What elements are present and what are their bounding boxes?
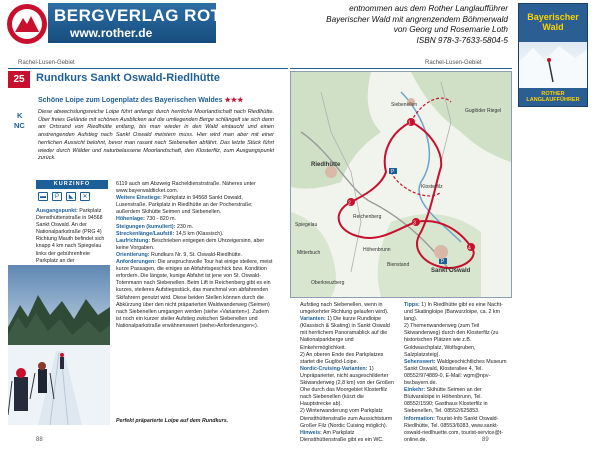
book-info (268, 4, 508, 46)
info-heading: Information: (404, 415, 435, 422)
info-paragraph (116, 238, 274, 252)
map-label: Mitterbuch (297, 250, 321, 256)
info-paragraph (116, 224, 274, 231)
info-heading: Anforderungen: (116, 259, 157, 266)
info-heading: Weitere Einstiege: (116, 195, 162, 202)
map-label: Höhenbrunn (363, 247, 391, 253)
info-text: 2) Themenwanderweg (zum Teil Skiwanderweg) durch den Klosterfilz (zu historischen Plätzen wie z.B. Goldwaschplatz, Wolfsgruben, Salzplatzsteig). (404, 323, 499, 358)
map-label: Klosterfilz (421, 184, 443, 190)
info-text: 2) An oberen Ende des Parkplatzes startet die Guglöd-Loipe. (300, 351, 384, 365)
kurzinfo-box (36, 180, 108, 205)
info-paragraph (404, 359, 508, 387)
info-heading: Nordic-Cruising-Varianten: (300, 365, 368, 372)
info-paragraph (300, 430, 396, 444)
info-text: Beschrieben entgegen dem Uhrzeigersinn, aber keine Vorgaben. (116, 237, 265, 251)
info-text: Die anspruchsvolle Tour hat einige steilere, meist kurze Passagen, die einiges an Abfahrtsgeschick bzw. Kondition erfordern. Die längste, kunige Abfahrt ist jene von St. Oswald-Totenmann nach Siebenellen. Beim Lift in Reichenberg gibt es ein kurzes, steileres Aufstiegsstück, das manchmal von abfahrenden Skifahrern genutzt wird. Diese beiden Stellen können durch die Abkürzung über den nicht präparierten Waldwanderweg (Seimen) nach Siebenellen umgangen werden (siehe »Varianten«). Zudem ist noch ein kurzer steiler Aufstieg zwischen Siebenellen und Nationalparkstraße erwähnenswert (siehe»Anforderungen«). (116, 259, 273, 329)
info-column (300, 302, 396, 444)
info-text: 14,5 km (Klassisch). (174, 230, 224, 237)
info-heading: Einkehr: (404, 387, 426, 394)
tour-number-badge: 25 (8, 71, 30, 88)
info-paragraph (116, 181, 274, 195)
info-text: Aufstieg nach Siebenellen, wenn in umgekehrter Richtung gelaufen wird). (300, 302, 389, 316)
divider (290, 68, 512, 69)
page-number: 89 (482, 437, 489, 443)
divider (8, 68, 288, 69)
info-heading: Laufrichtung: (116, 237, 151, 244)
svg-text:1: 1 (408, 120, 411, 127)
info-heading: Sehenswert: (404, 358, 436, 365)
info-paragraph (300, 352, 396, 366)
food-icon: ✕ (80, 192, 90, 201)
info-text: 230 m. (175, 223, 194, 230)
page-number: 88 (36, 437, 43, 443)
page-region-right: Rachel-Lusen-Gebiet (425, 60, 482, 66)
bus-icon: ▬ (40, 194, 46, 200)
info-text: 1) In Riedlhütte gibt es eine Nacht- und Skatingloipe (Barwurzloipe, ca. 2 km lang). (404, 302, 503, 323)
map-label: Siebenellen (391, 102, 418, 108)
skiers-photo (8, 265, 110, 425)
info-heading: Steigungen (kumuliert): (116, 223, 176, 230)
info-heading: Höhenlage: (116, 216, 145, 223)
svg-text:2: 2 (348, 200, 351, 207)
svg-text:P: P (441, 259, 445, 265)
book-info-line: Bayerischer Wald mit angrenzendem Böhmerwald (326, 14, 508, 24)
map-label: Sankt Oswald (431, 268, 471, 274)
shoe-icon: ◣ (66, 192, 76, 201)
tour-subtitle (38, 96, 243, 104)
rother-logo-icon (6, 2, 48, 46)
info-text: Tourist-Info Sankt Oswald-Riedlhütte, Tel. 08553/6083, www.sankt-oswald-riedlhuette.com, tourist-service@t-online.de. (404, 415, 503, 443)
map-label: Guglöder Riegel (465, 108, 502, 114)
info-column (116, 181, 274, 330)
info-heading: Streckenlänge/Laufstil: (116, 230, 175, 237)
route-map (290, 71, 512, 298)
info-text: Parkplatz in 94568 Sankt Oswald, Lusenstraße. Parkplatz in Riedlhütte an der Pocherstraße; außerdem Skihütte Seimen und Siebenellen. (116, 195, 253, 216)
page-region-left: Rachel-Lusen-Gebiet (18, 60, 75, 66)
kurzinfo-label: KURZINFO (36, 180, 108, 189)
info-paragraph (116, 195, 274, 216)
difficulty-code: K (17, 111, 23, 120)
info-paragraph (116, 216, 274, 223)
info-text: 6119 auch am Abzweig Racheldienstrstraße. Näheres unter www.bayerwaldticket.com. (116, 181, 256, 195)
info-paragraph (404, 323, 508, 358)
intro-paragraph: Diese abwechslungsreiche Loipe führt anfangs durch herrliche Moorlandschaft nach Riedlhütte. Über freies Gelände mit schönen Ausblicken auf die umliegenden Berge schlängelt sie sich dann am Ortsrand von Riedlhütte entlang, bis man wieder in den Wald eintaucht und einen anstrengenden Aufstieg nach Sankt Oswald meistern muss. Hier wird man aber mit einer herrlichen Aussicht belohnt, bevor man rasant nach Siebenellen abfährt. Das letzte Stück führt wieder durch Wälder und naturbelassene Moorlandschaft, den Klosterfilz, zum Ausgangspunkt zurück. (38, 109, 274, 162)
info-paragraph (300, 302, 396, 316)
kurzinfo-icons (36, 192, 108, 201)
info-paragraph (116, 231, 274, 238)
rating-stars: ★★★ (224, 97, 244, 104)
info-paragraph (404, 416, 508, 444)
book-cover-image (518, 3, 588, 107)
map-label: Reichenberg (353, 214, 382, 220)
info-paragraph (116, 252, 274, 259)
info-heading: Tipps: (404, 302, 420, 308)
book-info-line: ISBN 978-3-7633-5804-5 (416, 35, 508, 45)
info-heading: Orientierung: (116, 251, 150, 258)
tour-title: Rundkurs Sankt Oswald-Riedlhütte (36, 72, 220, 84)
publisher-banner (48, 3, 259, 43)
info-text: 1) Unpräparierter, nicht ausgeschilderter Skiwanderweg (2,8 km) von der Großen Ohe durch das Moorgebiet Klosterfilz nach Siebenellen (kürzt die Hauptstrecke ab). (300, 365, 394, 408)
info-text: Am Parkplatz Dienstthüttenstraße gibt es ein WC. (300, 429, 384, 443)
info-text: 730 - 820 m. (144, 216, 177, 223)
info-text: 1) Die kurze Rundloipe (Klassisch & Skating) in Sankt Oswald mit herrlichem Panoramablick auf die Nationalparkberge und Einkehrmöglichkeit. (300, 316, 390, 351)
map-label: Oberkreuzberg (311, 280, 345, 286)
book-info-line: entnommen aus dem Rother Langlaufführer (349, 4, 508, 13)
tour-subtitle-text: Schöne Loipe zum Logenplatz des Bayerischen Waldes (38, 97, 223, 104)
info-heading: Hinweis: (300, 429, 322, 436)
info-paragraph (300, 408, 396, 429)
cover-series: ROTHER LANGLAUFFÜHRER (526, 91, 580, 103)
map-label: Spiegelau (295, 222, 318, 228)
info-text: Rundkurs Nr. 9, St. Oswald-Riedlhütte. (149, 251, 243, 258)
cover-photo (519, 42, 587, 88)
info-paragraph (300, 366, 396, 409)
info-text: 2) Winterwanderung vom Parkplatz Dienstthüttenstraße zum Aussichtsturm Großer Filz (Nordic Cuising möglich). (300, 408, 393, 429)
svg-text:3: 3 (413, 220, 416, 227)
info-heading: Varianten: (300, 316, 326, 323)
info-text: Parkplatz Diensthüttenstraße in 94568 Sankt Oswald. An der Nationalparkstraße (PRG 4) Richtung Mauth befindet sich knapp 4 km nach Spiegelau links der gebührenfreie Parkplatz an der (36, 208, 105, 264)
map-label: Bienstand (387, 262, 410, 268)
info-paragraph (404, 387, 508, 415)
photo-caption: Perfekt präparierte Loipe auf dem Rundkurs. (116, 418, 229, 424)
info-column (404, 302, 508, 444)
publisher-name: BERGVERLAG ROTHER (54, 6, 259, 25)
info-text: Skihütte Seimen an der Blutvaraloipe in Höhenbrunn, Tel. 08552/1590; Gasthaus Klosterfilz in Siebenellen, Tel. 08552/625853. (404, 387, 488, 415)
info-text: Waldgeschichtliches Museum Sankt Oswald, Klosterallee 4, Tel. 08552/974889-0, E-Mail: wgm@npv-bw.bayern.de. (404, 358, 507, 387)
difficulty-code: NC (14, 121, 25, 130)
info-paragraph (116, 259, 274, 330)
cover-title: Bayerischer Wald (527, 12, 579, 32)
info-heading: Ausgangspunkt: (36, 208, 78, 214)
svg-text:4: 4 (468, 245, 471, 252)
svg-text:P: P (391, 169, 395, 175)
book-info-line: von Georg und Rosemarie Loth (393, 25, 508, 35)
map-label: Riedlhütte (311, 162, 341, 168)
info-paragraph (300, 316, 396, 351)
parking-icon: P (52, 192, 62, 201)
publisher-url[interactable]: www.rother.de (70, 26, 153, 40)
info-paragraph (404, 302, 508, 323)
